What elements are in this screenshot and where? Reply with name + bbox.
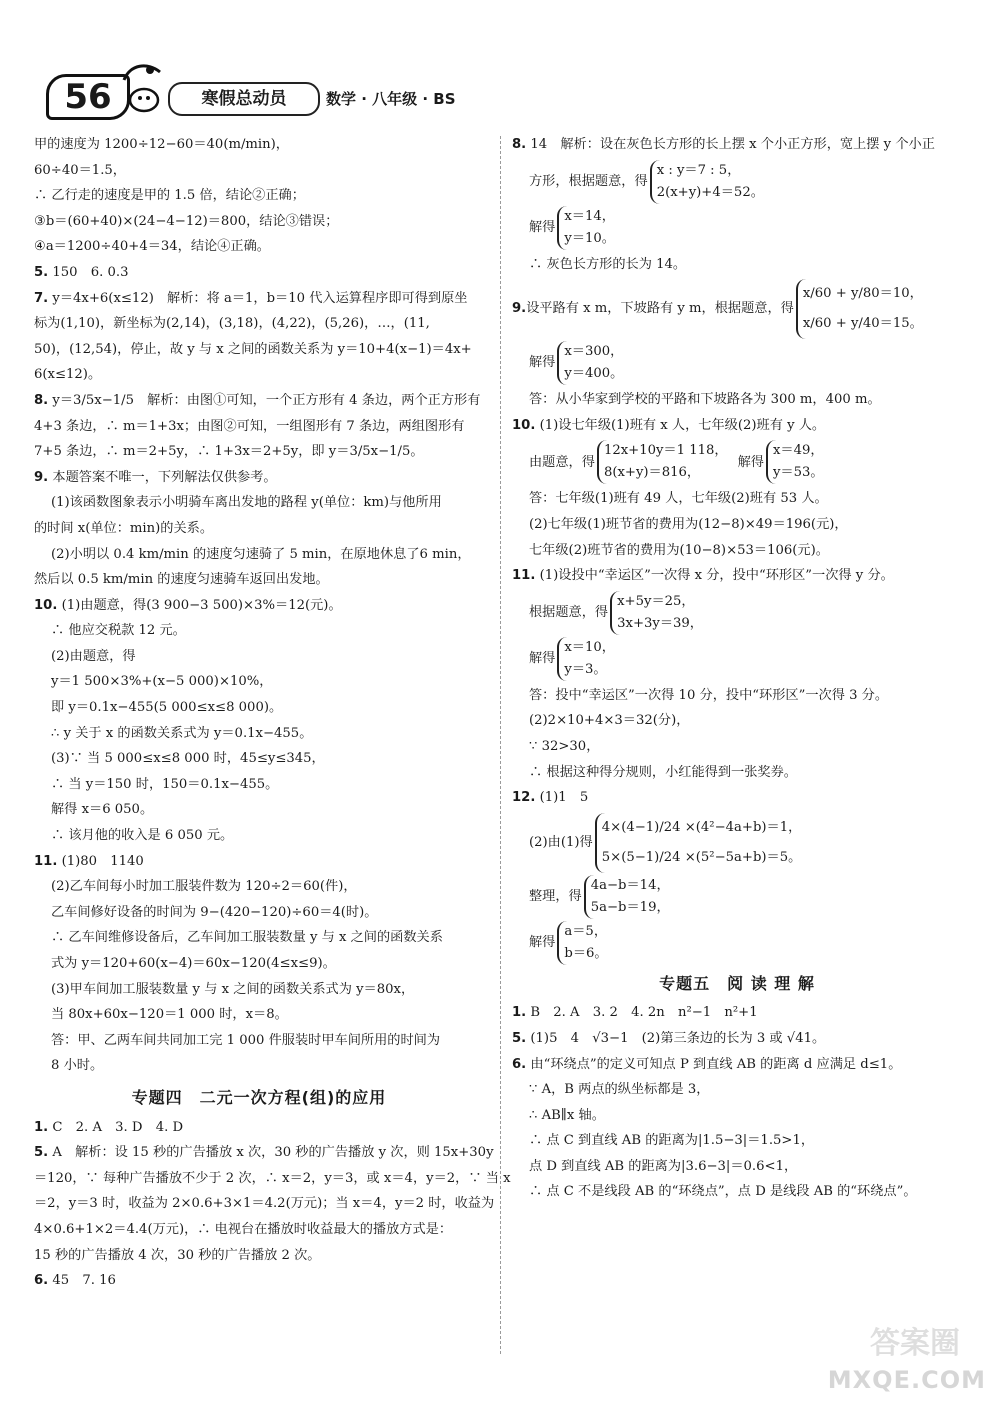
item-number: 9. (512, 301, 527, 317)
item-text: 14 解析：设在灰色长方形的长上摆 x 个小正方形，宽上摆 y 个小正 (530, 137, 935, 152)
text-line: ＝120，∵ 每种广告播放不少于 2 次，∴ x＝2，y＝3，或 x＝4，y＝2，∵ 当 x (34, 1170, 511, 1186)
item-number: 9. (34, 469, 49, 485)
item-text: (1)80 1140 (61, 853, 144, 869)
answer-item (512, 132, 962, 158)
text-line: 甲的速度为 1200÷12−60＝40(m/min)， (34, 137, 289, 152)
system-intro: 解得 (737, 454, 764, 470)
text-line: 七年级(2)班节省的费用为(10−8)×53＝106(元)。 (529, 542, 829, 558)
text-line: ∴ 当 y＝150 时，150＝0.1x−455。 (51, 776, 279, 792)
text-line: ∴ 点 C 到直线 AB 的距离为|1.5−3|＝1.5>1， (529, 1133, 815, 1149)
answer-item (34, 260, 484, 286)
brace-system (796, 279, 923, 339)
brace-system (584, 875, 670, 919)
watermark-logo: 答案圈 (870, 1326, 960, 1361)
system-intro: 解得 (529, 355, 556, 371)
item-text: A 解析：设 15 秒的广告播放 x 次，30 秒的广告播放 y 次，则 15x+30y (52, 1145, 494, 1161)
equation-system (512, 637, 962, 681)
text-line: ∵ 32>30， (529, 738, 600, 754)
equation-line: 5×(5−1)/24 ×(5²−5a+b)＝5。 (601, 849, 802, 865)
equation-system (512, 813, 962, 873)
text-line: ∵ A，B 两点的纵坐标都是 3， (529, 1082, 710, 1098)
answer-item (34, 1268, 484, 1294)
equation-line: 4×(4−1)/24 ×(4²−4a+b)＝1， (601, 819, 802, 835)
brace-system (650, 160, 764, 204)
item-text: 本题答案不唯一，下列解法仅供参考。 (52, 469, 277, 485)
text-line: ＝2，y＝3 时，收益为 2×0.6+3×1＝4.2(万元)；当 x＝4，y＝2 时，收益为 (34, 1196, 495, 1212)
text-line: ∴ 他应交税款 12 元。 (51, 623, 186, 639)
brace-system (766, 440, 824, 484)
page-header (30, 52, 510, 122)
equation-line: a＝5， (564, 923, 608, 939)
equation-line: x＝10， (564, 639, 615, 655)
item-text: (1)1 5 (539, 790, 589, 806)
text-line: y＝1 500×3%+(x−5 000)×10%， (51, 674, 273, 690)
text-line: (2)由题意，得 (51, 648, 136, 664)
item-number: 10. (34, 597, 58, 613)
equation-system (512, 875, 962, 919)
text-line: 式为 y＝120+60(x−4)＝60x−120(4≤x≤9)。 (51, 956, 336, 971)
system-intro: 解得 (529, 934, 556, 950)
text-line: 答：七年级(1)班有 49 人，七年级(2)班有 53 人。 (529, 491, 828, 507)
answer-item (34, 1115, 484, 1141)
text-line: (2)七年级(1)班节省的费用为(12−8)×49＝196(元)， (529, 516, 848, 532)
brace-system (557, 921, 607, 965)
text-line: ④a＝1200÷40+4＝34，结论④正确。 (34, 239, 270, 255)
text-line: ③b＝(60+40)×(24−4−12)＝800，结论③错误； (34, 213, 339, 229)
item-number: 11. (512, 568, 536, 584)
system-intro: 设平路有 x m，下坡路有 y m，根据题意，得 (526, 301, 794, 317)
item-text: (1)由题意，得(3 900−3 500)×3%＝12(元)。 (61, 597, 342, 613)
equation-line: y＝10。 (564, 230, 615, 246)
system-intro: 解得 (529, 650, 556, 666)
equation-system (512, 921, 962, 965)
equation-system (512, 279, 962, 339)
equation-line: 8(x+y)＝816， (603, 465, 701, 481)
equation-system (512, 440, 962, 484)
page-number: 56 (46, 74, 130, 120)
right-column (512, 132, 962, 1205)
text-line: 即 y＝0.1x−455(5 000≤x≤8 000)。 (51, 700, 283, 716)
item-text: 150 6. 0.3 (52, 264, 129, 280)
item-text: (1)设投中“幸运区”一次得 x 分，投中“环形区”一次得 y 分。 (539, 568, 894, 584)
text-line: 标为(1,10)，新坐标为(2,14)，(3,18)，(4,22)，(5,26)，…，(11, (34, 316, 430, 332)
equation-line: x : y＝7 : 5， (656, 162, 741, 178)
item-number: 10. (512, 417, 536, 433)
brace-system (597, 440, 728, 484)
book-title: 寒假总动员 (168, 82, 320, 116)
answer-item (512, 1026, 962, 1052)
item-number: 8. (34, 392, 49, 408)
item-number: 6. (512, 1056, 527, 1072)
brace-system (557, 637, 615, 681)
item-text: y＝3/5x−1/5 解析：由图①可知，一个正方形有 4 条边，两个正方形有 (52, 392, 481, 408)
equation-system (512, 591, 962, 635)
item-number: 5. (34, 264, 49, 280)
equation-system (512, 206, 962, 250)
item-number: 1. (34, 1119, 49, 1135)
section-heading: 专题四 二元一次方程(组)的应用 (131, 1087, 387, 1107)
text-line: 答：从小华家到学校的平路和下坡路各为 300 m，400 m。 (529, 392, 881, 408)
item-text: 由“环绕点”的定义可知点 P 到直线 AB 的距离 d 应满足 d≤1。 (530, 1056, 902, 1072)
answer-item (34, 593, 484, 619)
system-intro: 由题意，得 (529, 454, 595, 470)
equation-line: 5a−b＝19， (590, 899, 670, 915)
text-line: ∴ 点 C 不是线段 AB 的“环绕点”，点 D 是线段 AB 的“环绕点”。 (529, 1184, 917, 1200)
equation-system (512, 341, 962, 385)
item-number: 6. (34, 1273, 49, 1289)
equation-line: y＝53。 (772, 465, 824, 481)
text-line: 6(x≤12)。 (34, 367, 102, 383)
text-line: ∴ AB∥x 轴。 (529, 1107, 605, 1123)
answer-item (34, 849, 484, 875)
brace-system (557, 206, 615, 250)
equation-line: x＝14， (564, 208, 615, 224)
answer-item (512, 413, 962, 439)
equation-line: y＝400。 (564, 366, 624, 382)
equation-line: x＝300， (564, 344, 624, 360)
text-line: 然后以 0.5 km/min 的速度匀速骑车返回出发地。 (34, 572, 329, 588)
equation-line: x/60 + y/40＝15。 (802, 316, 923, 332)
item-number: 1. (512, 1005, 527, 1021)
text-line: 的时间 x(单位：min)的关系。 (34, 520, 214, 536)
system-intro: (2)由(1)得 (529, 834, 593, 850)
text-line: 50)，(12,54)，停止，故 y 与 x 之间的函数关系为 y＝10+4(x−1)＝4x+ (34, 341, 472, 357)
item-text: 45 7. 16 (52, 1273, 116, 1289)
item-number: 12. (512, 790, 536, 806)
text-line: 8 小时。 (51, 1058, 104, 1074)
text-line: ∴ 乙行走的速度是甲的 1.5 倍，结论②正确； (34, 188, 305, 204)
text-line: ∴ 乙车间维修设备后，乙车间加工服装数量 y 与 x 之间的函数关系 (51, 930, 443, 946)
equation-line: 3x+3y＝39， (617, 615, 703, 631)
text-line: ∴ y 关于 x 的函数关系式为 y＝0.1x−455。 (51, 725, 313, 741)
system-intro: 方形，根据题意，得 (529, 173, 648, 189)
left-column (34, 132, 511, 1294)
text-line: (2)小明以 0.4 km/min 的速度匀速骑了 5 min，在原地休息了6 min， (51, 546, 471, 562)
answer-item (512, 1000, 962, 1026)
answer-item (34, 1140, 494, 1166)
brace-system (595, 813, 802, 873)
answer-item (512, 563, 962, 589)
text-line: ∴ 根据这种得分规则，小红能得到一张奖券。 (529, 764, 797, 780)
text-line: (2)2×10+4×3＝32(分)， (529, 713, 690, 729)
subject-label: 数学 · 八年级 · BS (326, 90, 456, 108)
item-number: 5. (34, 1145, 49, 1161)
equation-line: x+5y＝25， (617, 593, 695, 609)
answer-item (34, 465, 484, 491)
text-line: (3)∵ 当 5 000≤x≤8 000 时，45≤y≤345， (51, 751, 325, 767)
text-line: 点 D 到直线 AB 的距离为|3.6−3|＝0.6<1， (529, 1158, 798, 1174)
text-line: (2)乙车间每小时加工服装件数为 120÷2＝60(件)， (51, 879, 357, 895)
text-line: 15 秒的广告播放 4 次，30 秒的广告播放 2 次。 (34, 1247, 321, 1263)
equation-line: 4a−b＝14， (590, 877, 670, 893)
equation-line: x/60 + y/80＝10， (802, 286, 923, 302)
equation-line: x＝49， (772, 443, 824, 459)
answer-item (512, 785, 962, 811)
brace-system (610, 591, 703, 635)
text-line: 4+3 条边，∴ m＝1+3x；由图②可知，一组图形有 7 条边，两组图形有 (34, 418, 465, 434)
text-line: 答：投中“幸运区”一次得 10 分，投中“环形区”一次得 3 分。 (529, 687, 889, 703)
answer-item (512, 1052, 962, 1078)
item-number: 5. (512, 1030, 527, 1046)
equation-line: b＝6。 (564, 945, 608, 961)
text-line: ∴ 该月他的收入是 6 050 元。 (51, 828, 234, 844)
item-number: 7. (34, 290, 49, 306)
item-text: y＝4x+6(x≤12) 解析：将 a＝1，b＝10 代入运算程序即可得到原坐 (52, 290, 468, 306)
section-heading: 专题五 阅 读 理 解 (659, 973, 815, 993)
text-line: 乙车间修好设备的时间为 9−(420−120)÷60＝4(时)。 (51, 904, 378, 920)
text-line: ∴ 灰色长方形的长为 14。 (529, 256, 687, 272)
system-intro: 根据题意，得 (529, 604, 609, 620)
system-intro: 整理，得 (529, 888, 582, 904)
watermark: MXQE.COM (827, 1366, 986, 1394)
mascot-logo-icon (116, 60, 168, 116)
text-line: 4×0.6+1×2＝4.4(万元)，∴ 电视台在播放时收益最大的播放方式是： (34, 1221, 453, 1237)
answer-item (34, 286, 484, 312)
equation-line: 12x+10y＝1 118， (603, 443, 728, 459)
brace-system (557, 341, 623, 385)
item-number: 11. (34, 853, 58, 869)
item-text: B 2. A 3. 2 4. 2n n²−1 n²+1 (530, 1005, 758, 1021)
item-text: C 2. A 3. D 4. D (52, 1119, 184, 1135)
item-number: 8. (512, 137, 527, 152)
item-text: (1)设七年级(1)班有 x 人，七年级(2)班有 y 人。 (539, 417, 826, 433)
text-line: (3)甲车间加工服装数量 y 与 x 之间的函数关系式为 y＝80x， (51, 981, 415, 997)
text-line: 7+5 条边，∴ m＝2+5y，∴ 1+3x＝2+5y，即 y＝3/5x−1/5。 (34, 444, 424, 460)
equation-system (512, 160, 962, 204)
text-line: (1)该函数图象表示小明骑车离出发地的路程 y(单位：km)与他所用 (51, 495, 442, 511)
answer-item (34, 388, 484, 414)
text-line: 60÷40＝1.5， (34, 162, 126, 178)
text-line: 当 80x+60x−120＝1 000 时，x＝8。 (51, 1007, 288, 1023)
text-line: 解得 x＝6 050。 (51, 802, 154, 818)
system-intro: 解得 (529, 219, 556, 235)
equation-line: 2(x+y)+4＝52。 (656, 184, 764, 200)
text-line: 答：甲、乙两车间共同加工完 1 000 件服装时甲车间所用的时间为 (51, 1032, 441, 1048)
item-text: (1)5 4 √3−1 (2)第三条边的长为 3 或 √41。 (530, 1030, 826, 1046)
equation-line: y＝3。 (564, 661, 607, 677)
